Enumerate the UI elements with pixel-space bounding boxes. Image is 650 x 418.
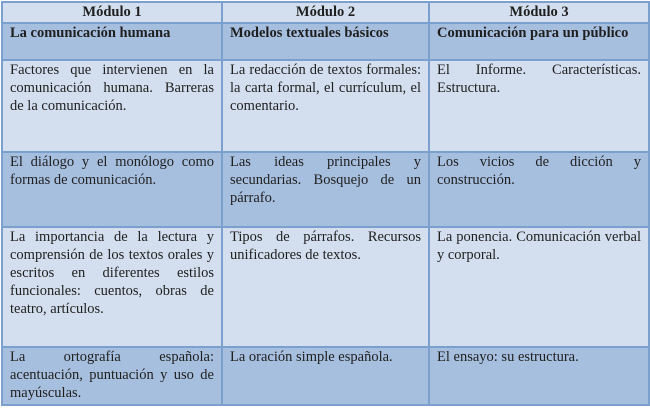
header-modulo-1: Módulo 1 [2,2,222,23]
module-3-title: Comunicación para un público [429,23,649,60]
module-1-title: La comunicación humana [2,23,222,60]
table-cell: La importancia de la lectura y comprensión de los textos orales y escritos en diferentes estilos funcionales: cuentos, obras de teatro, artículos. [2,227,222,347]
table-cell: La redacción de textos formales: la carta formal, el currículum, el comentario. [222,60,429,152]
curriculum-table [1,1,650,406]
table-row [2,152,649,227]
table-cell: El ensayo: su estructura. [429,347,649,405]
table-row [2,347,649,405]
table-cell: La oración simple española. [222,347,429,405]
table-cell: La ortografía española: acentuación, puntuación y uso de mayúsculas. [2,347,222,405]
table-cell: El diálogo y el monólogo como formas de comunicación. [2,152,222,227]
module-2-title: Modelos textuales básicos [222,23,429,60]
header-modulo-3: Módulo 3 [429,2,649,23]
table-row [2,227,649,347]
header-modulo-2: Módulo 2 [222,2,429,23]
table-row [2,60,649,152]
table-cell: Factores que intervienen en la comunicación humana. Barreras de la comunicación. [2,60,222,152]
module-header-row [2,2,649,23]
table-cell: La ponencia. Comunicación verbal y corporal. [429,227,649,347]
table-cell: Tipos de párrafos. Recursos unificadores de textos. [222,227,429,347]
table-cell: Los vicios de dicción y construcción. [429,152,649,227]
table-cell: El Informe. Características. Estructura. [429,60,649,152]
module-title-row [2,23,649,60]
table-cell: Las ideas principales y secundarias. Bosquejo de un párrafo. [222,152,429,227]
